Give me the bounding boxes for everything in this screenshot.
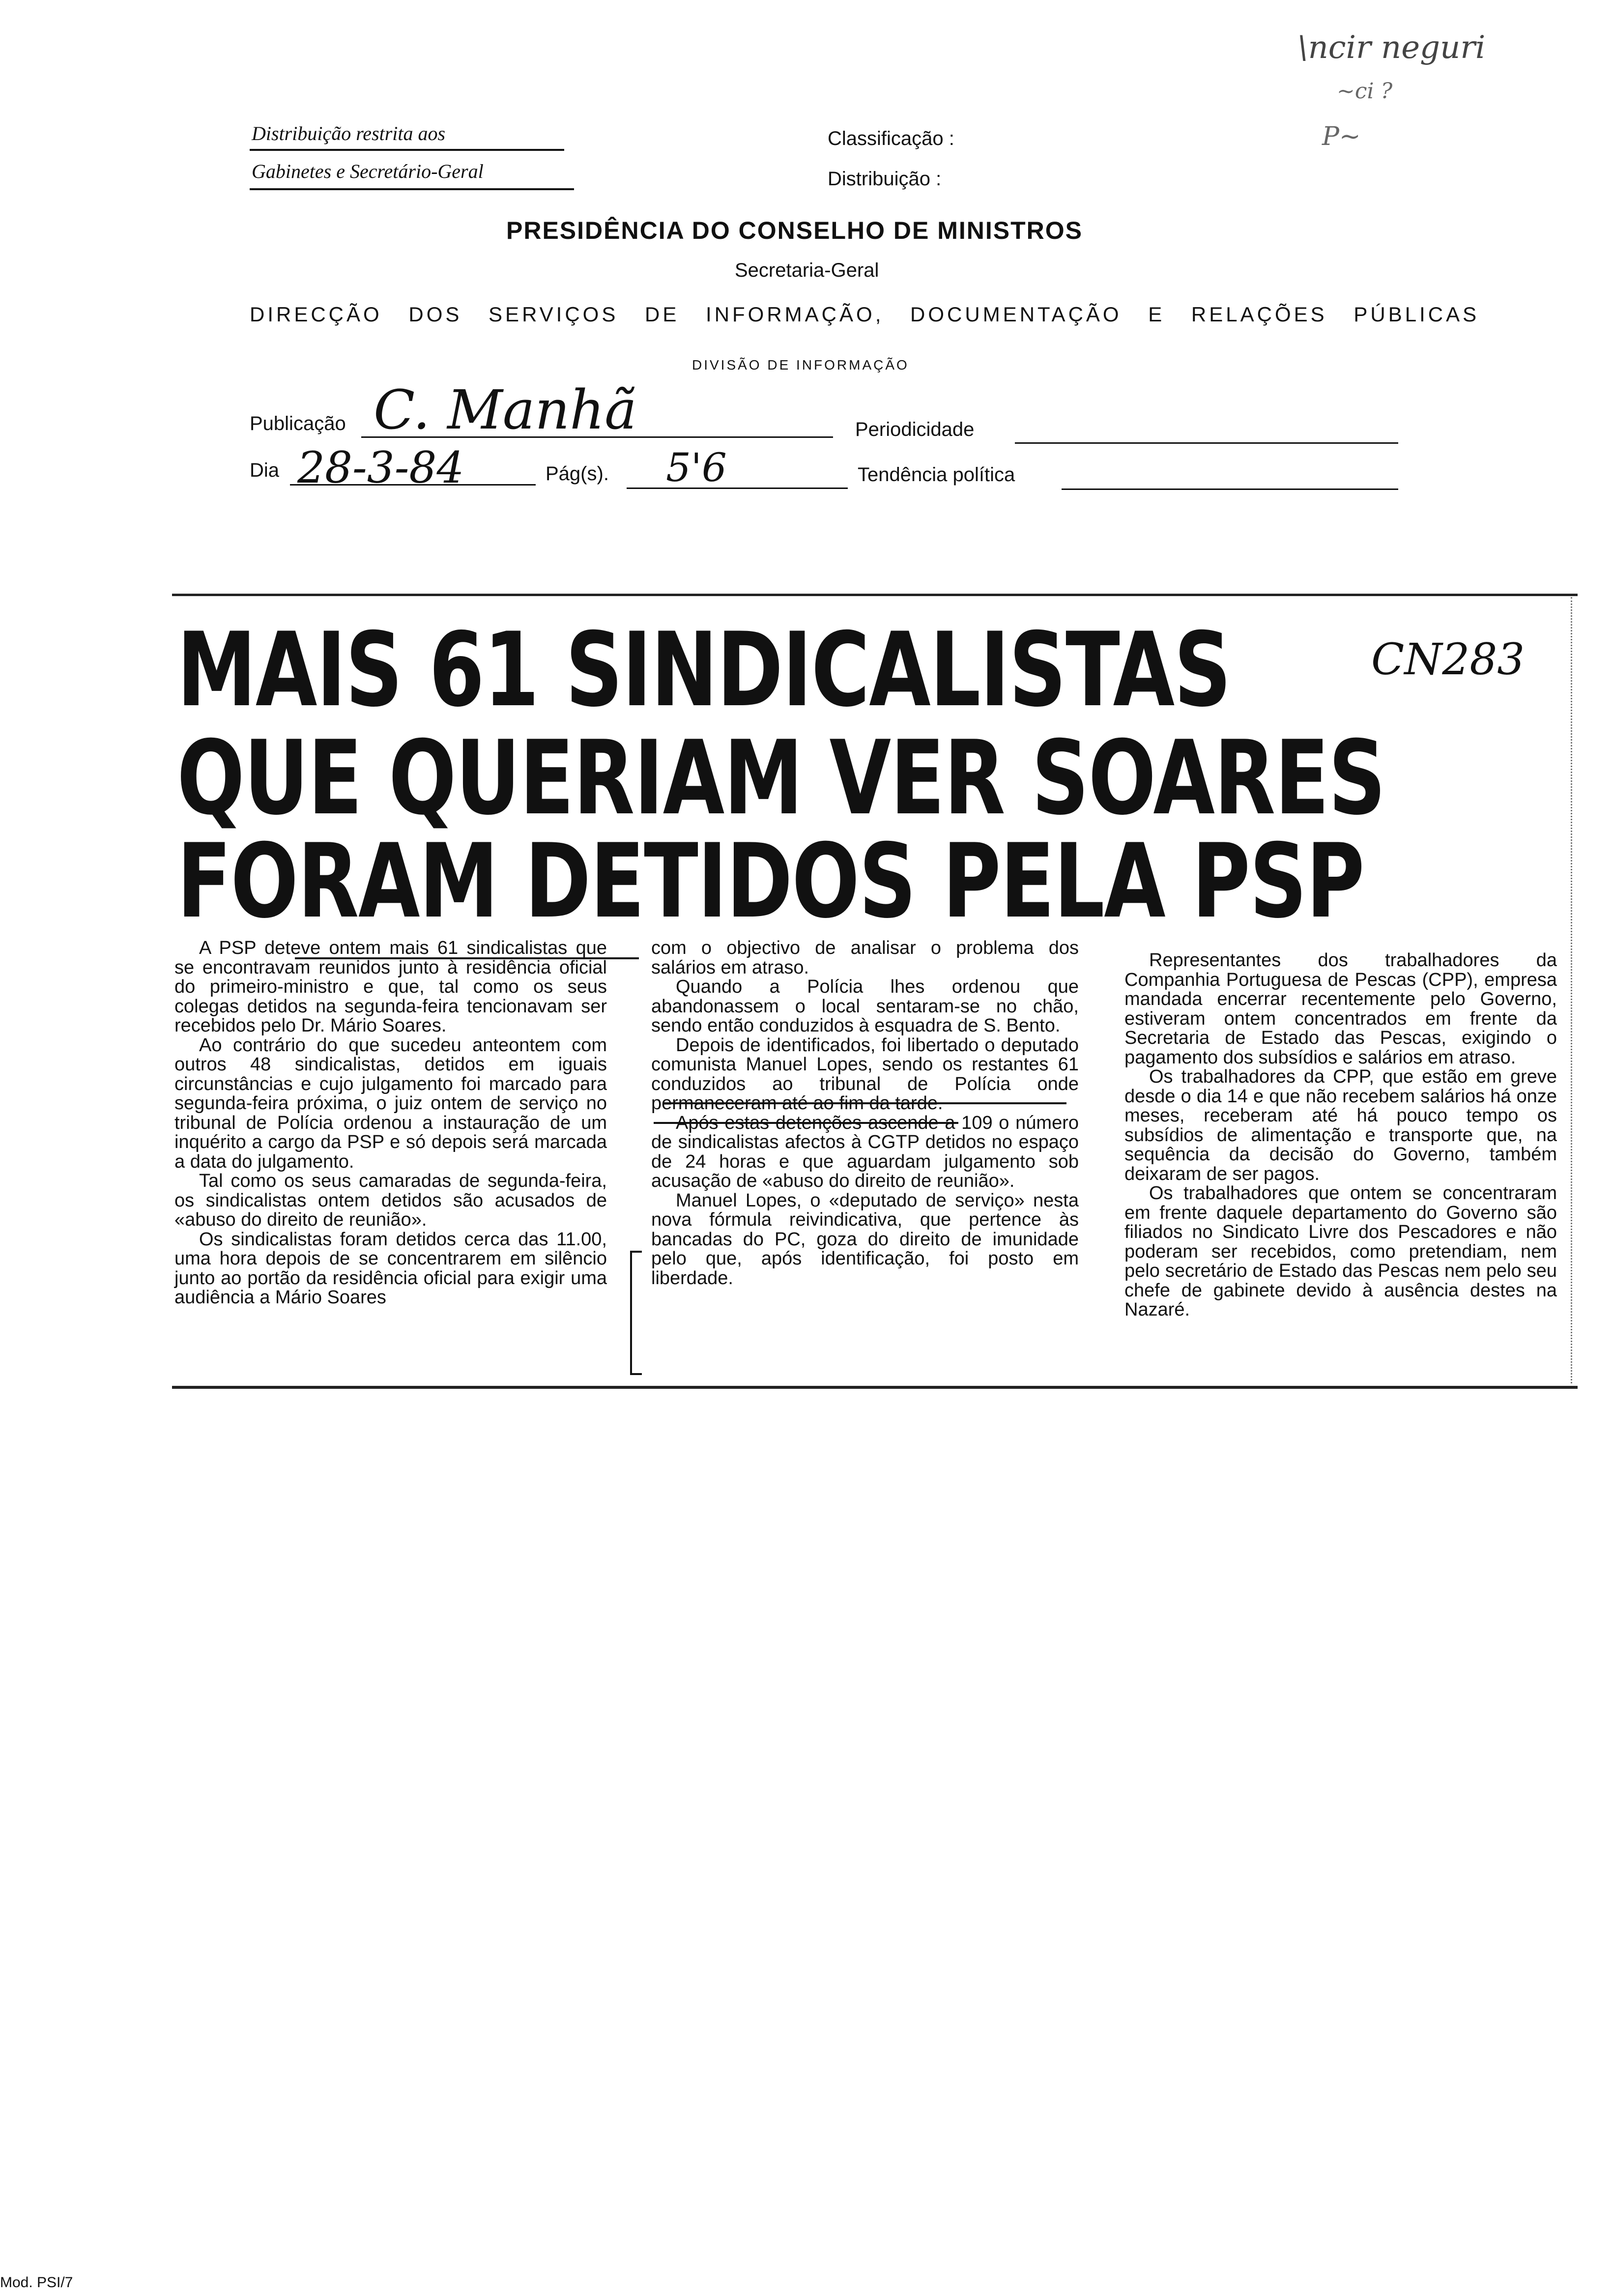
distribution-underline-2	[250, 188, 574, 190]
headline-line-3: FORAM DETIDOS PELA PSP	[177, 822, 1364, 941]
col1-paragraph-4: Os sindicalistas foram detidos cerca das 11.00, uma hora depois de se concentrarem em silêncio junto ao portão da residência oficial para exigir uma audiência a Mário Soares	[174, 1229, 607, 1308]
margin-bracket-mark	[630, 1251, 642, 1375]
publicacao-label: Publicação	[250, 413, 346, 434]
pags-handwritten: 5'6	[666, 445, 727, 490]
col2-paragraph-5: Manuel Lopes, o «deputado de serviço» nesta nova fórmula reivindicativa, que pertence às bancadas do PC, goza do direito de imunidade pelo que, após identificação, foi posto em liberdade.	[651, 1190, 1079, 1289]
distribution-line-2: Gabinetes e Secretário-Geral	[252, 160, 484, 182]
col2-paragraph-1: com o objectivo de analisar o problema dos salários em atraso.	[651, 938, 1079, 978]
dia-label: Dia	[250, 459, 280, 481]
distribution-line-1: Distribuição restrita aos	[252, 122, 446, 144]
division-title: DIVISÃO DE INFORMAÇÃO	[692, 357, 909, 373]
col1-paragraph-2: Ao contrário do que sucedeu anteontem com outros 48 sindicalistas, detidos em iguais circunstâncias e cujo julgamento foi marcado para segunda-feira próxima, o juiz ontem de serviço no tribunal de Polícia ordenou a instauração de um inquérito a cargo da PSP e só depois será marcada a data do julgamento.	[174, 1034, 607, 1172]
tendencia-line	[1062, 488, 1398, 490]
annotation-top-right-2: ~ci ?	[1337, 79, 1393, 104]
col1-paragraph-3: Tal como os seus camaradas de segunda-feira, os sindicalistas ontem detidos são acusados de «abuso do direito de reunião».	[174, 1171, 607, 1231]
form-code: Mod. PSI/7	[0, 2274, 73, 2291]
distribution-underline-1	[250, 149, 564, 151]
col1-paragraph-1: A PSP deteve ontem mais 61 sindicalistas que se encontravam reunidos junto à residência oficial do primeiro-ministro e que, tal como os seus colegas detidos na segunda-feira tencionavam ser recebidos pelo Dr. Mário Soares.	[174, 938, 607, 1036]
dia-handwritten: 28-3-84	[297, 442, 464, 493]
article-column-3	[1124, 951, 1557, 1320]
pags-label: Pág(s).	[546, 463, 609, 485]
pen-underline-1	[295, 957, 639, 959]
clipping-bottom-edge	[172, 1386, 1578, 1389]
col3-paragraph-1: Representantes dos trabalhadores da Companhia Portuguesa de Pescas (CPP), empresa mandada encerrar recentemente pelo Governo, estiveram ontem concentrados em frente da Secretaria de Estado das Pescas, exigindo o pagamento dos subsídios e salários em atraso.	[1124, 950, 1557, 1068]
pags-line	[627, 488, 848, 489]
annotation-top-right-3: P~	[1322, 122, 1361, 151]
col2-paragraph-3: Depois de identificados, foi libertado o deputado comunista Manuel Lopes, sendo os restantes 61 conduzidos ao tribunal de Polícia onde permaneceram até ao fim da tarde.	[651, 1034, 1079, 1114]
tendencia-label: Tendência política	[858, 464, 1015, 486]
publicacao-handwritten: C. Manhã	[374, 378, 637, 441]
headline-line-1: MAIS 61 SINDICALISTAS	[177, 611, 1231, 730]
presidency-title: PRESIDÊNCIA DO CONSELHO DE MINISTROS	[506, 217, 1083, 244]
pen-underline-2	[663, 1102, 1066, 1104]
col2-paragraph-2: Quando a Polícia lhes ordenou que abandonassem o local sentaram-se no chão, sendo então conduzidos à esquadra de S. Bento.	[651, 976, 1079, 1036]
headline-margin-annotation: CN283	[1371, 634, 1525, 685]
col2-paragraph-4: Após estas detenções ascende a 109 o número de sindicalistas afectos à CGTP detidos no espaço de 24 horas e que aguardam julgamento sob acusação de «abuso do direito de reunião».	[651, 1112, 1079, 1192]
classificacao-label: Classificação :	[828, 128, 954, 149]
periodicidade-line	[1015, 442, 1398, 444]
article-column-1	[174, 939, 607, 1308]
annotation-top-right-1: \ncir neguri	[1297, 29, 1486, 66]
direction-title: DIRECÇÃO DOS SERVIÇOS DE INFORMAÇÃO, DOCUMENTAÇÃO E RELAÇÕES PÚBLICAS	[250, 303, 1480, 326]
col3-paragraph-2: Os trabalhadores da CPP, que estão em greve desde o dia 14 e que não recebem salários há onze meses, receberam até há pouco tempo os subsídios de alimentação e transporte que, na sequência da decisão do Governo, também deixaram de ser pagos.	[1124, 1066, 1557, 1184]
clipping-top-edge	[172, 594, 1578, 596]
col3-paragraph-3: Os trabalhadores que ontem se concentraram em frente daquele departamento do Governo são filiados no Sindicato Livre dos Pescadores e não poderam ser recebidos, como pretendiam, nem pelo secretário de Estado das Pescas nem pelo seu chefe de gabinete devido à ausência destes na Nazaré.	[1124, 1183, 1557, 1320]
clipping-right-edge	[1571, 597, 1572, 1383]
headline-line-2: QUE QUERIAM VER SOARES	[177, 719, 1385, 838]
secretariat-title: Secretaria-Geral	[735, 259, 879, 281]
periodicidade-label: Periodicidade	[855, 419, 975, 440]
pen-underline-3	[654, 1122, 958, 1124]
distribuicao-label: Distribuição :	[828, 168, 942, 190]
article-column-2	[651, 939, 1079, 1288]
